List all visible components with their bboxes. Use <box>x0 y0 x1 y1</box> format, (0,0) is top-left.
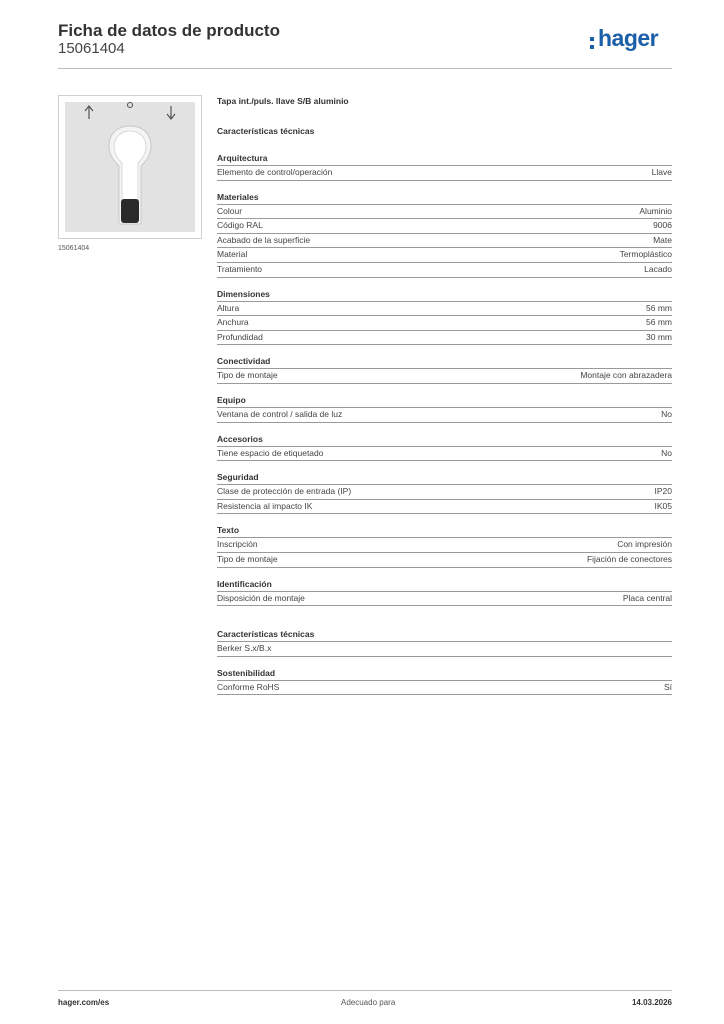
spec-section <box>217 152 672 181</box>
image-caption: 15061404 <box>58 245 90 252</box>
spec-row <box>217 302 672 317</box>
section-title: Accesorios <box>217 433 672 447</box>
product-code: 15061404 <box>58 40 125 57</box>
header-divider <box>58 68 672 69</box>
spec-row <box>217 592 672 607</box>
spec-label: Inscripción <box>217 539 258 550</box>
spec-label: Material <box>217 249 248 260</box>
section-title: Materiales <box>217 191 672 205</box>
spec-label: Acabado de la superficie <box>217 234 311 245</box>
spec-section <box>217 355 672 384</box>
spec-value: No <box>661 447 672 458</box>
section-title: Equipo <box>217 394 672 408</box>
spec-section <box>217 191 672 278</box>
section-title: Texto <box>217 524 672 538</box>
spec-label: Berker S.x/B.x <box>217 643 272 654</box>
spec-sections <box>217 152 672 606</box>
spec-section <box>217 394 672 423</box>
spacer <box>217 657 672 667</box>
spec-row <box>217 642 672 657</box>
spec-row <box>217 248 672 263</box>
spec-value: No <box>661 408 672 419</box>
section-title: Seguridad <box>217 471 672 485</box>
spec-row <box>217 263 672 278</box>
spec-section <box>217 433 672 462</box>
spec-section <box>217 628 672 657</box>
spec-row <box>217 331 672 346</box>
footer-date: 14.03.2026 <box>631 998 672 1007</box>
spec-row <box>217 316 672 331</box>
footer-divider <box>58 990 672 991</box>
spec-row <box>217 219 672 234</box>
logo-text: hager <box>598 25 659 51</box>
spec-label: Código RAL <box>217 220 263 231</box>
section-title: Dimensiones <box>217 288 672 302</box>
spec-value: IP20 <box>654 486 672 497</box>
spec-value: 56 mm <box>646 317 672 328</box>
spec-row <box>217 205 672 220</box>
footer-suitable-for: Adecuado para <box>341 998 396 1007</box>
product-image <box>58 95 202 239</box>
spec-label: Disposición de montaje <box>217 592 305 603</box>
spec-section <box>217 667 672 696</box>
spacer <box>217 461 672 471</box>
spec-value: Montaje con abrazadera <box>580 370 672 381</box>
spacer <box>217 568 672 578</box>
spec-content <box>217 96 672 695</box>
spec-row <box>217 234 672 249</box>
spec-label: Altura <box>217 302 240 313</box>
spec-value: Con impresión <box>617 539 672 550</box>
spec-value: 30 mm <box>646 331 672 342</box>
spec-value: Lacado <box>644 263 672 274</box>
section-title: Conectividad <box>217 355 672 369</box>
spec-section <box>217 524 672 567</box>
section-title: Características técnicas <box>217 628 672 642</box>
spec-row <box>217 447 672 462</box>
spec-label: Conforme RoHS <box>217 681 280 692</box>
hager-logo <box>590 25 674 56</box>
spec-row <box>217 538 672 553</box>
spec-value: Sí <box>663 681 672 692</box>
spacer <box>217 384 672 394</box>
section-title: Sostenibilidad <box>217 667 672 681</box>
spacer <box>217 345 672 355</box>
spec-row <box>217 408 672 423</box>
spacer <box>217 278 672 288</box>
spec-label: Tipo de montaje <box>217 553 278 564</box>
section-title: Arquitectura <box>217 152 672 166</box>
spec-row <box>217 485 672 500</box>
spec-value: Mate <box>653 234 672 245</box>
spec-label: Tratamiento <box>217 263 263 274</box>
spec-label: Profundidad <box>217 331 263 342</box>
product-name: Tapa int./puls. llave S/B aluminio <box>217 96 349 106</box>
footer-website: hager.com/es <box>58 998 110 1007</box>
spacer <box>217 514 672 524</box>
product-illustration <box>59 96 201 238</box>
spacer <box>217 423 672 433</box>
spec-section <box>217 288 672 346</box>
spec-label: Anchura <box>217 317 249 328</box>
spec-value: IK05 <box>654 500 672 511</box>
spec-value: Fijación de conectores <box>586 553 672 564</box>
section-title: Identificación <box>217 578 672 592</box>
spec-value: 56 mm <box>646 302 672 313</box>
spec-label: Tipo de montaje <box>217 370 278 381</box>
spec-value: Termoplástico <box>619 249 672 260</box>
spec-row <box>217 500 672 515</box>
spec-row <box>217 681 672 696</box>
main-heading: Características técnicas <box>217 126 315 136</box>
spacer <box>217 181 672 191</box>
spec-label: Ventana de control / salida de luz <box>217 408 343 419</box>
spec-value: Llave <box>651 167 672 177</box>
spec-label: Tiene espacio de etiquetado <box>217 447 324 458</box>
spec-value: 9006 <box>653 220 672 231</box>
spec-section <box>217 578 672 607</box>
spec-row <box>217 553 672 568</box>
spec-label: Elemento de control/operación <box>217 167 333 177</box>
spec-row <box>217 369 672 384</box>
document-title: Ficha de datos de producto <box>58 21 280 40</box>
logo-dot-bottom <box>590 45 594 49</box>
spec-value: Aluminio <box>639 205 672 216</box>
extra-spec-sections <box>217 628 672 695</box>
spec-label: Colour <box>217 205 243 216</box>
spacer <box>217 606 672 628</box>
spec-label: Resistencia al impacto IK <box>217 500 313 511</box>
spec-section <box>217 471 672 514</box>
logo-dot-top <box>590 37 594 41</box>
spec-label: Clase de protección de entrada (IP) <box>217 486 352 497</box>
spec-value: Placa central <box>622 592 672 603</box>
spec-row <box>217 166 672 181</box>
